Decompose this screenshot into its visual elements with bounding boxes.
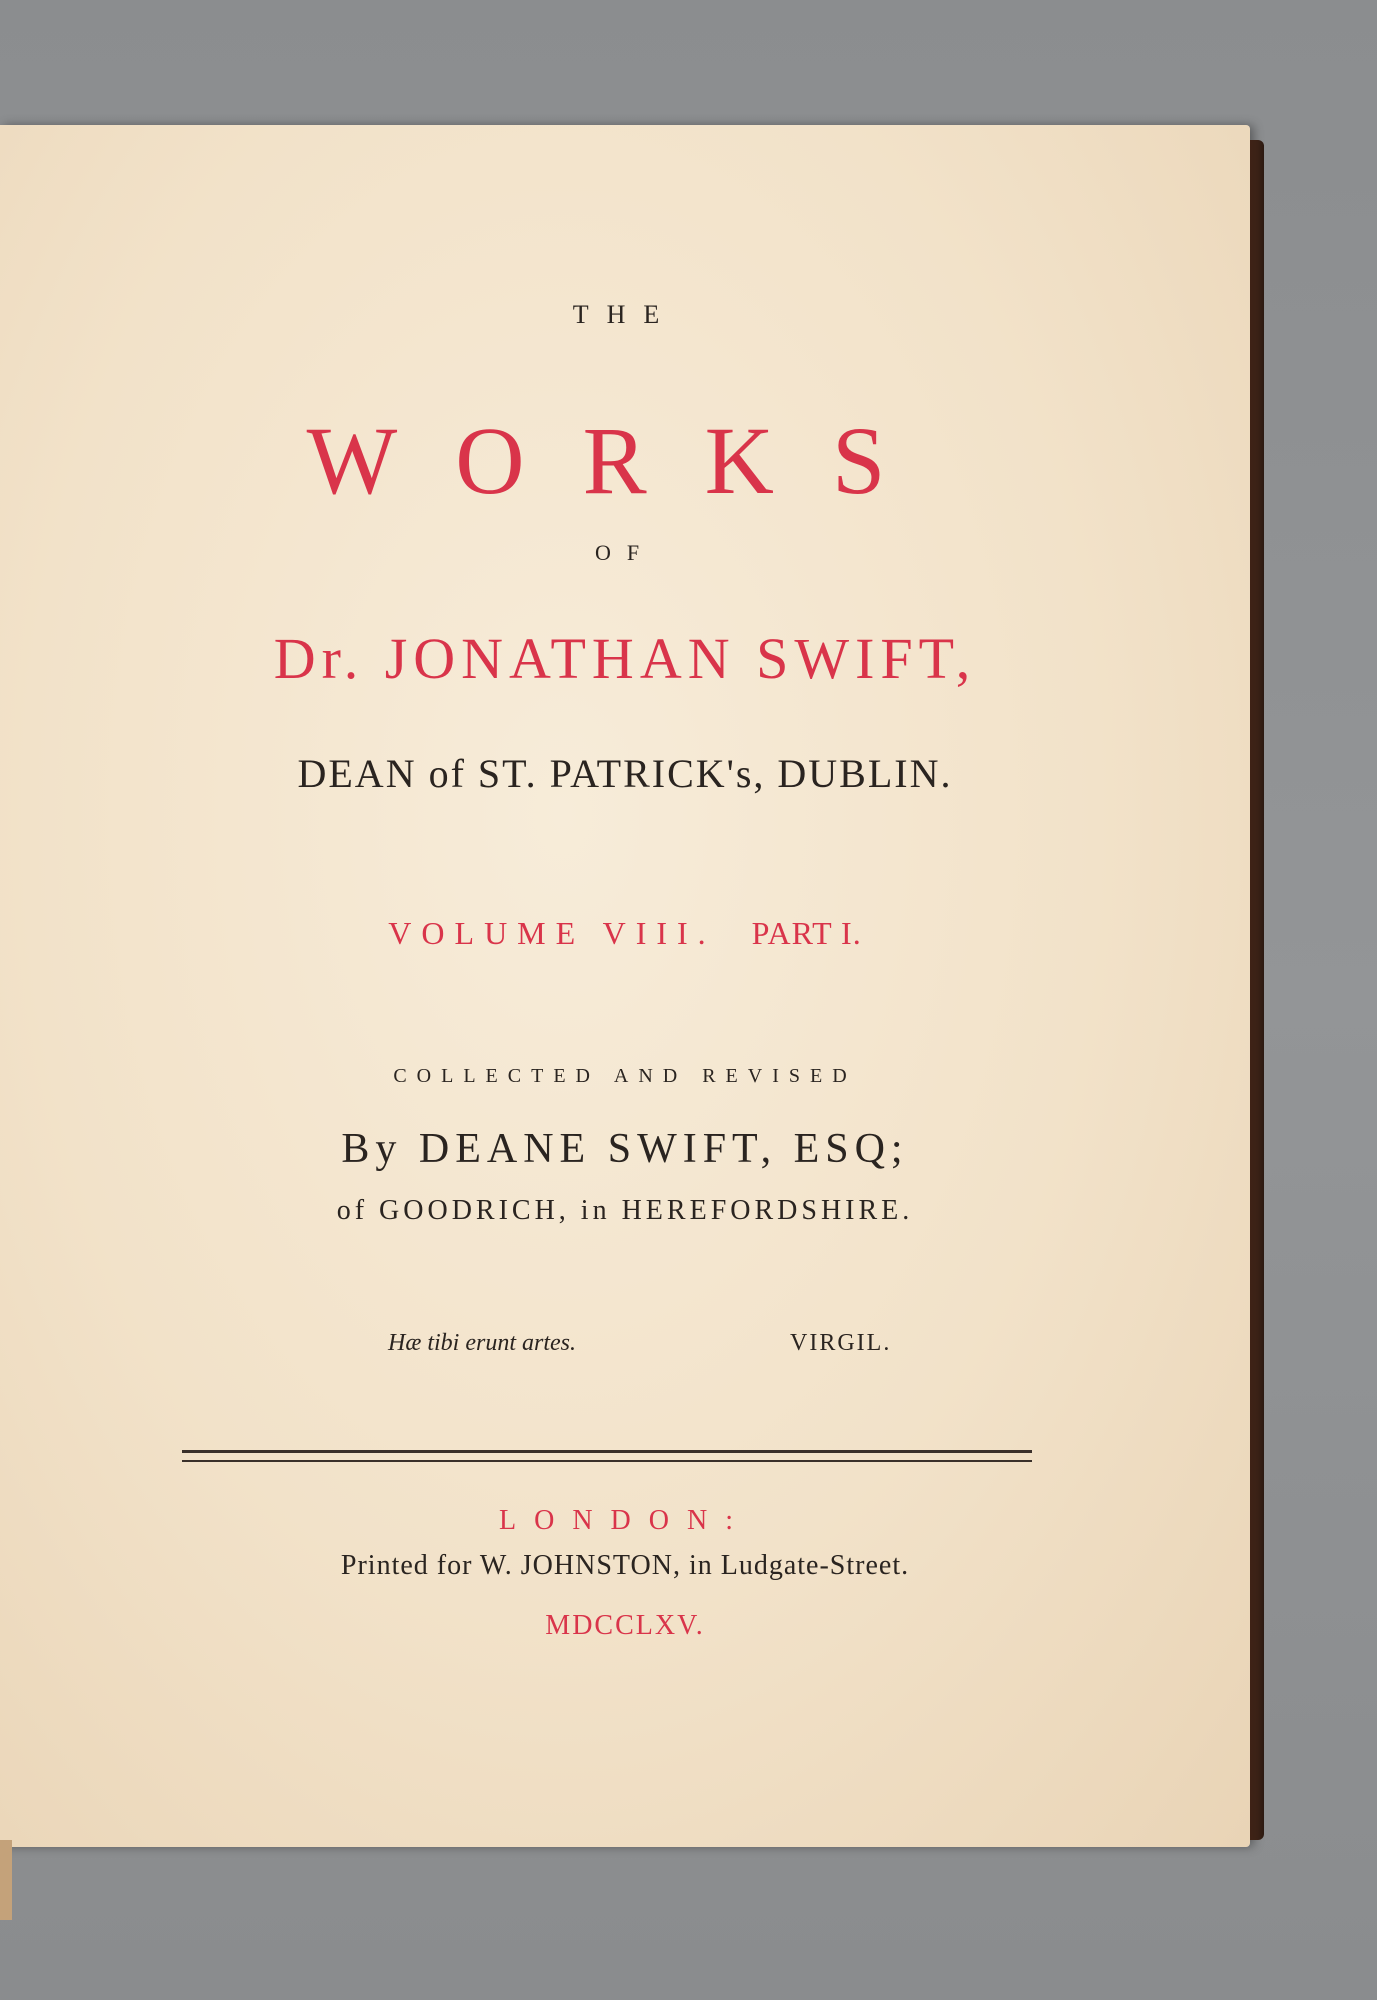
imprint-year: MDCCLXV. [545, 1610, 705, 1641]
double-rule-bottom [182, 1460, 1032, 1462]
title-page-text [0, 125, 1250, 1847]
epigraph-attribution: VIRGIL. [790, 1330, 892, 1356]
editor-place: of GOODRICH, in HEREFORDSHIRE. [336, 1195, 914, 1226]
title-of: OF [594, 540, 656, 565]
imprint-printer: Printed for W. JOHNSTON, in Ludgate-Street. [340, 1550, 910, 1581]
author-name: Dr. JONATHAN SWIFT, [273, 626, 977, 691]
collected-line: COLLECTED AND REVISED [393, 1065, 857, 1087]
title-works: WORKS [306, 407, 944, 514]
epigraph-quote: Hæ tibi erunt artes. [388, 1330, 577, 1356]
editor-name: By DEANE SWIFT, ESQ; [341, 1126, 909, 1172]
part-number: PART I. [751, 915, 862, 951]
page-edge [0, 1840, 12, 1920]
volume-number: VOLUME VIII. [388, 915, 716, 951]
volume-line [0, 915, 1250, 952]
imprint-city: LONDON: [499, 1505, 751, 1536]
author-title: DEAN of ST. PATRICK's, DUBLIN. [297, 751, 953, 796]
title-the: THE [572, 300, 678, 329]
double-rule-top [182, 1450, 1032, 1453]
